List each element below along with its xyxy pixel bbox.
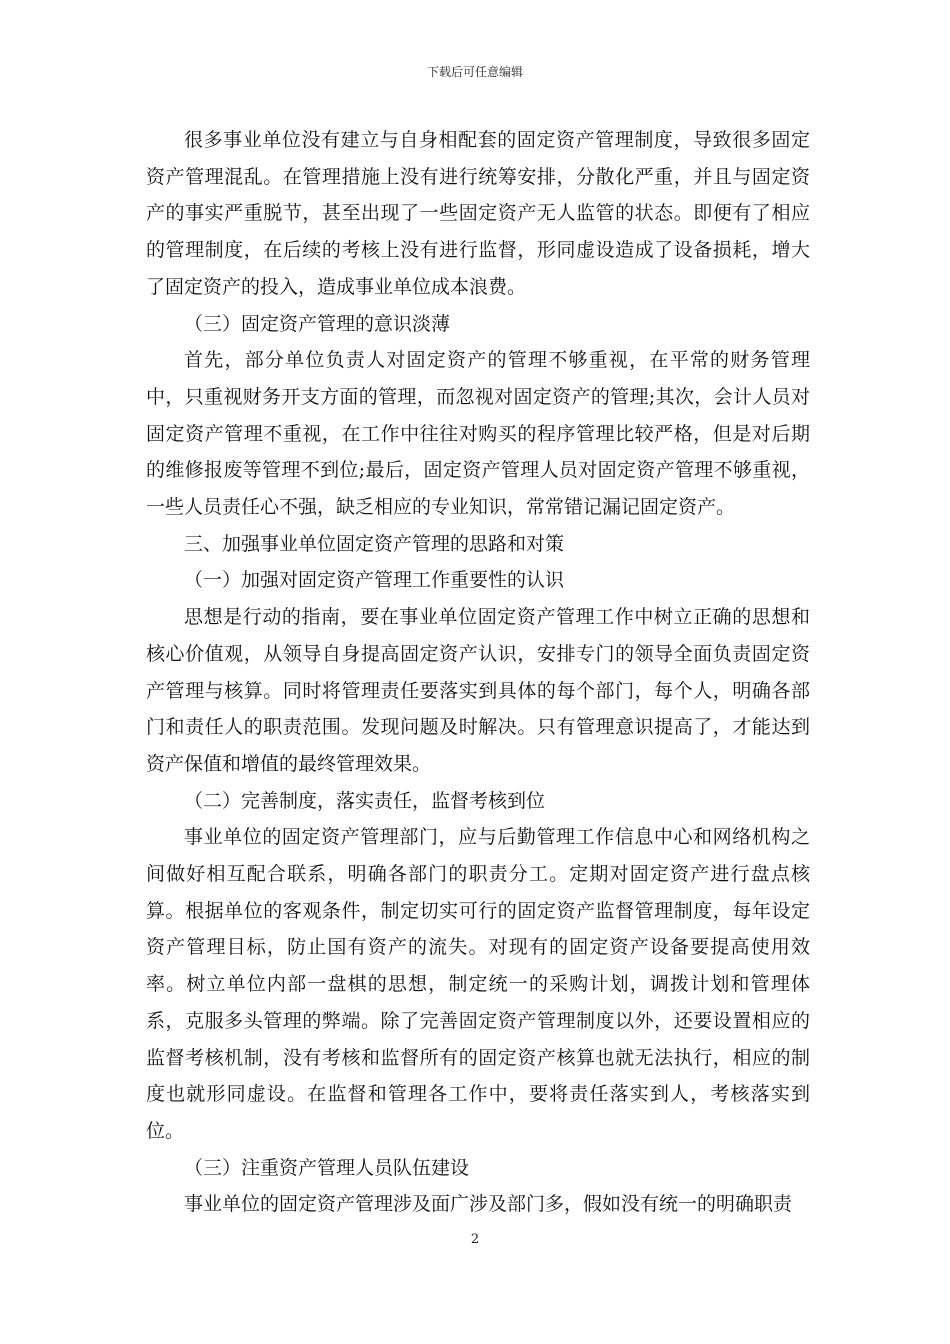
chapter-heading-strategies: 三、加强事业单位固定资产管理的思路和对策	[184, 532, 565, 555]
section-heading-team-building: （三）注重资产管理人员队伍建设	[184, 1156, 470, 1179]
paragraph-asset-system: 很多事业单位没有建立与自身相配套的固定资产管理制度，导致很多固定资产管理混乱。在管理措施上没有进行统筹安排，分散化严重，并且与固定资产的事实严重脱节，甚至出现了一些固定资产无人监管的状态。即便有了相应的管理制度，在后续的考核上没有进行监督，形同虚设造成了设备损耗，增大了固定资产的投入，造成事业单位成本浪费。	[146, 129, 810, 298]
section-heading-importance: （一）加强对固定资产管理工作重要性的认识	[184, 569, 565, 592]
document-body	[146, 122, 810, 1223]
section-heading-system-responsibility: （二）完善制度，落实责任，监督考核到位	[184, 789, 546, 812]
paragraph-awareness: 首先，部分单位负责人对固定资产的管理不够重视，在平常的财务管理中，只重视财务开支方面的管理，而忽视对固定资产的管理;其次，会计人员对固定资产管理不重视，在工作中往往对购买的程序管理比较严格，但是对后期的维修报废等管理不到位;最后，固定资产管理人员对固定资产管理不够重视，一些人员责任心不强，缺乏相应的专业知识，常常错记漏记固定资产。	[146, 349, 810, 519]
page-number: 2	[470, 1232, 480, 1247]
paragraph-team-building: 事业单位的固定资产管理涉及面广涉及部门多，假如没有统一的明确职责	[184, 1193, 793, 1216]
paragraph-system-responsibility: 事业单位的固定资产管理部门，应与后勤管理工作信息中心和网络机构之间做好相互配合联系，明确各部门的职责分工。定期对固定资产进行盘点核算。根据单位的客观条件，制定切实可行的固定资产监督管理制度，每年设定资产管理目标，防止国有资产的流失。对现有的固定资产设备要提高使用效率。树立单位内部一盘棋的思想，制定统一的采购计划，调拨计划和管理体系，克服多头管理的弊端。除了完善固定资产管理制度以外，还要设置相应的监督考核机制，没有考核和监督所有的固定资产核算也就无法执行，相应的制度也就形同虚设。在监督和管理各工作中，要将责任落实到人，考核落实到位。	[146, 826, 810, 1142]
section-heading-awareness: （三）固定资产管理的意识淡薄	[184, 312, 451, 335]
page-header-note: 下载后可任意编辑	[426, 65, 523, 79]
paragraph-importance: 思想是行动的指南，要在事业单位固定资产管理工作中树立正确的思想和核心价值观，从领导自身提高固定资产认识，安排专门的领导全面负责固定资产管理与核算。同时将管理责任要落实到具体的每个部门，每个人，明确各部门和责任人的职责范围。发现问题及时解决。只有管理意识提高了，才能达到资产保值和增值的最终管理效果。	[146, 606, 810, 775]
